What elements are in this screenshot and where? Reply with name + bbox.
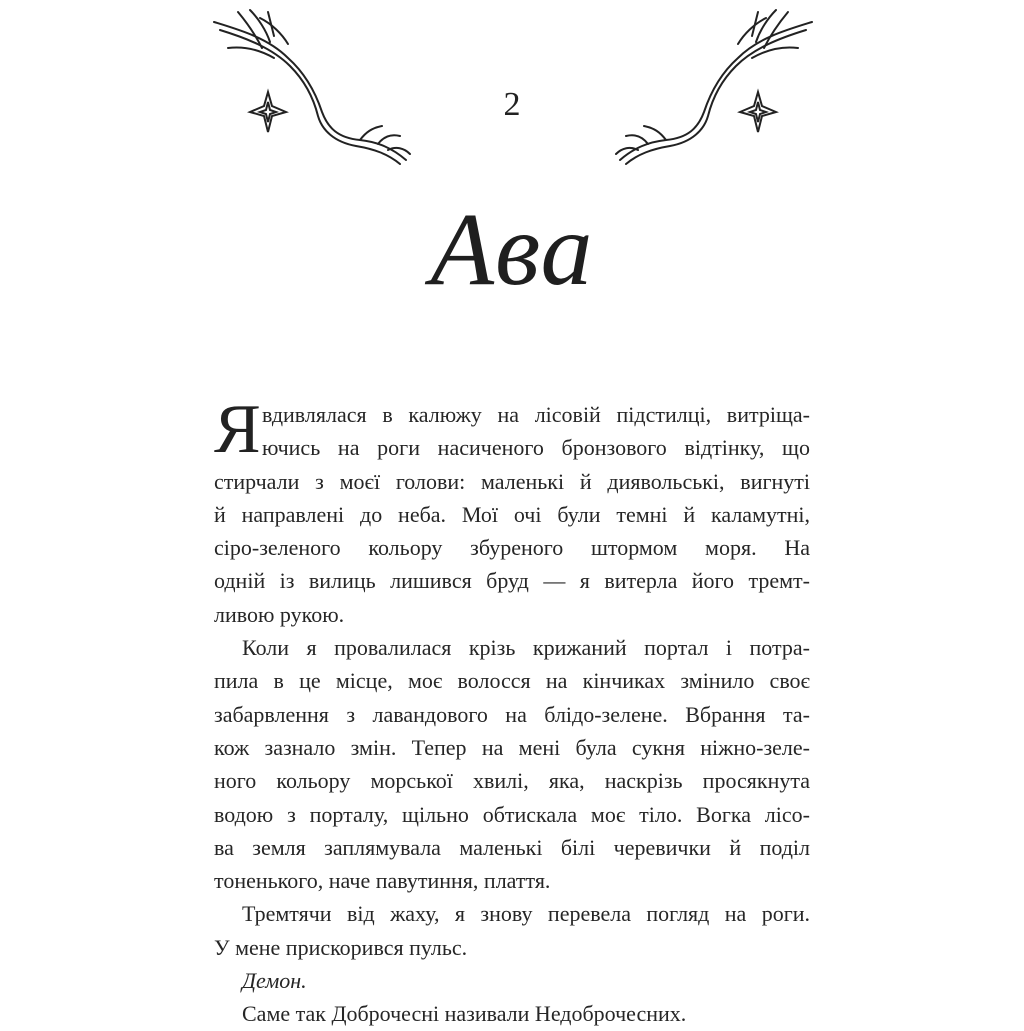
text-line: ва земля заплямувала маленькі білі черевички й поділ (214, 834, 810, 860)
text-line: водою з порталу, щільно обтискала моє тіло. Вогка лісо- (214, 801, 810, 827)
text-line: Саме так Доброчесні називали Недоброчесних. (242, 1001, 687, 1027)
text-line: пила в це місце, моє волосся на кінчиках змінило своє (214, 668, 810, 694)
chapter-number: 2 (503, 86, 521, 123)
text-line: Коли я провалилася крізь крижаний портал і потра- (242, 635, 810, 661)
text-line: сіро-зеленого кольору збуреного штормом моря. На (214, 535, 810, 561)
text-line: кож зазнало змін. Тепер на мені була сукня ніжно-зеле- (214, 734, 810, 760)
chapter-title: Ава (430, 192, 594, 307)
text-line: ного кольору морської хвилі, яка, наскрізь просякнута (214, 768, 810, 794)
text-line: й направлені до неба. Мої очі були темні й каламутні, (214, 501, 810, 527)
text-line: тоненького, наче павутиння, плаття. (214, 868, 551, 894)
text-line: Тремтячи від жаху, я знову перевела погляд на роги. (242, 901, 810, 927)
text-line: стирчали з моєї голови: маленькі й диявольські, вигнуті (214, 468, 810, 494)
text-line: одній із вилиць лишився бруд — я витерла його тремт- (214, 568, 810, 594)
text-line: вдивлялася в калюжу на лісовій підстилці, витріща- (262, 402, 810, 427)
text-line: У мене прискорився пульс. (214, 934, 468, 960)
drop-cap: Я (214, 391, 261, 468)
text-line: ючись на роги насиченого бронзового відтінку, що (262, 435, 810, 461)
chapter-body (214, 391, 810, 1031)
text-line: ливою рукою. (214, 601, 345, 627)
text-line: забарвлення з лавандового на блідо-зелене. Вбрання та- (214, 701, 810, 727)
text-line: Демон. (242, 968, 307, 994)
